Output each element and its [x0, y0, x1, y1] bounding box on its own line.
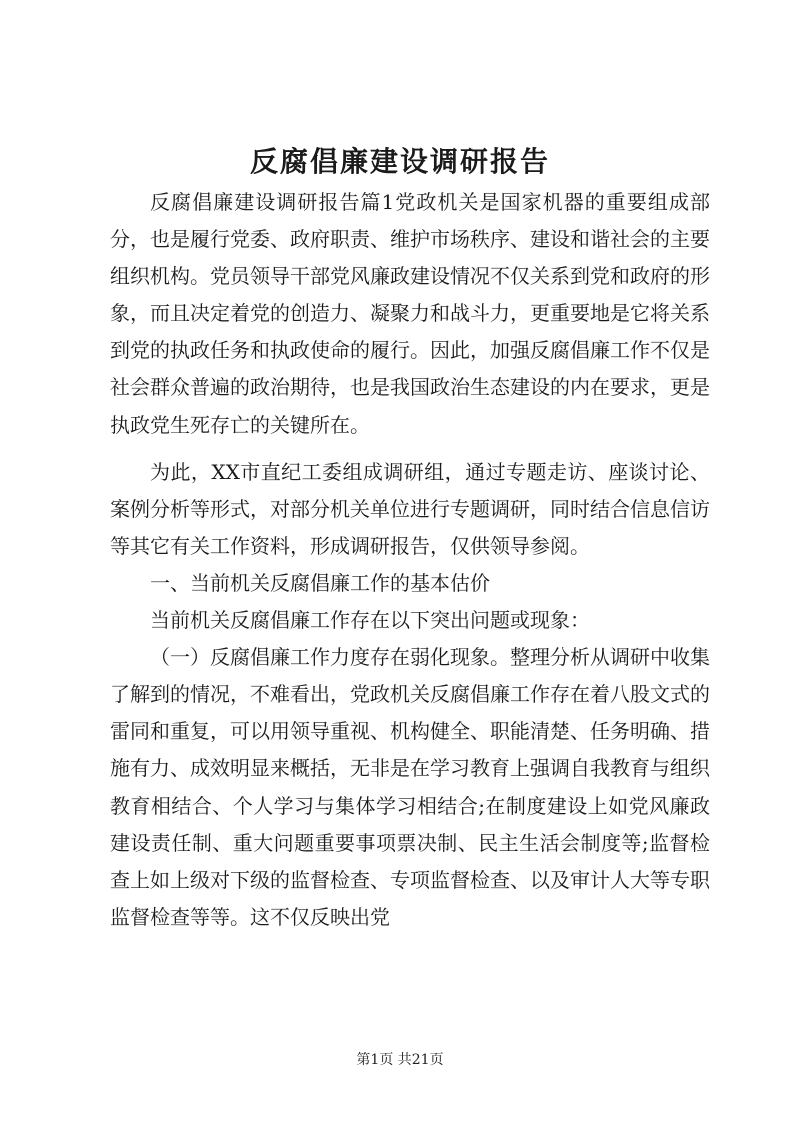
document-body: [110, 184, 710, 936]
paragraph-method: 为此，XX市直纪工委组成调研组，通过专题走访、座谈讨论、案例分析等形式，对部分机关单位进行专题调研，同时结合信息信访等其它有关工作资料，形成调研报告，仅供领导参阅。: [110, 459, 710, 558]
section-heading: 一、当前机关反腐倡廉工作的基本估价: [150, 570, 490, 595]
paragraph-gap: [110, 444, 710, 454]
paragraph-intro: 反腐倡廉建设调研报告篇1党政机关是国家机器的重要组成部分，也是履行党委、政府职责、维护市场秩序、建设和谐社会的主要组织机构。党员领导干部党风廉政建设情况不仅关系到党和政府的形象，而且决定着党的创造力、凝聚力和战斗力，更重要地是它将关系到党的执政任务和执政使命的履行。因此，加强反腐倡廉工作不仅是社会群众普遍的政治期待，也是我国政治生态建设的内在要求，更是执政党生死存亡的关键所在。: [110, 190, 710, 437]
page-number-footer: 第1页 共21页: [356, 1052, 444, 1068]
document-title: 反腐倡廉建设调研报告: [249, 145, 550, 178]
paragraph-problem-one: （一）反腐倡廉工作力度存在弱化现象。整理分析从调研中收集了解到的情况，不难看出，党政机关反腐倡廉工作存在着八股文式的雷同和重复，可以用领导重视、机构健全、职能清楚、任务明确、措施有力、成效明显来概括，无非是在学习教育上强调自我教育与组织教育相结合、个人学习与集体学习相结合;在制度建设上如党风廉政建设责任制、重大问题重要事项票决制、民主生活会制度等;监督检查上如上级对下级的监督检查、专项监督检查、以及审计人大等专职监督检查等等。这不仅反映出党: [110, 645, 710, 929]
paragraph-problems-intro: 当前机关反腐倡廉工作存在以下突出问题或现象：: [150, 608, 590, 633]
